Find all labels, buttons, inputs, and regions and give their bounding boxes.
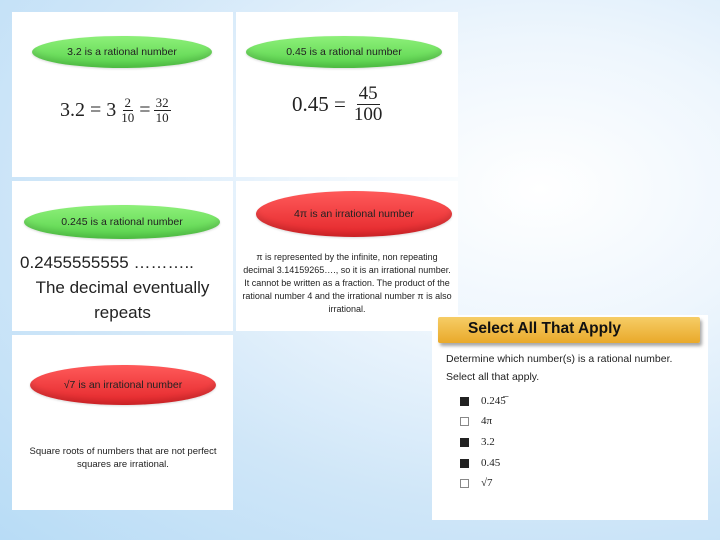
pi-explanation: π is represented by the infinite, non repeating decimal 3.14159265…., so it is an irrational number. It cannot be written as a fraction. The product of the rational number 4 and the irrational number π is also irrational. [242,252,452,314]
checkbox-4pi[interactable] [460,417,469,426]
explanation-line-1: The decimal eventually [35,278,210,297]
option-sqrt7[interactable] [460,477,493,489]
equation-0-45 [292,84,384,125]
panel-sqrt7-irrational [12,335,233,510]
numerator: 2 [124,95,132,110]
denominator: 10 [155,109,169,125]
checkbox-0-245[interactable] [460,397,469,406]
option-label: 0.245̅ [481,395,506,407]
repeating-decimal: 0.2455555555 ……….. [20,253,194,272]
pill-0-245-rational: 0.245 is a rational number [24,205,220,239]
checkbox-sqrt7[interactable] [460,479,469,488]
pill-3-2-rational: 3.2 is a rational number [32,36,212,68]
option-3-2[interactable] [460,436,495,448]
fraction-45-100 [352,84,385,125]
pill-sqrt7-irrational: √7 is an irrational number [30,365,216,405]
option-0-45[interactable] [460,457,500,469]
equals-sign: = [139,98,151,121]
panel-0-245-rational [12,181,233,331]
sqrt-explanation: Square roots of numbers that are not perfect squares are irrational. [29,446,217,470]
fraction-32-10 [154,96,171,124]
panel-3-2-rational [12,12,233,177]
option-label: 4π [481,415,493,427]
panel-0-45-rational [236,12,458,177]
numerator: 45 [358,83,378,104]
fraction-2-10 [119,96,136,124]
equation-lhs: 3.2 = 3 [60,98,117,121]
checkbox-0-45[interactable] [460,459,469,468]
panel-4pi-irrational [236,181,458,331]
quiz-header-title: Select All That Apply [468,320,622,337]
explanation-line-2: repeats [94,303,151,322]
pill-0-45-rational: 0.45 is a rational number [246,36,442,68]
equation-lhs: 0.45 = [292,91,346,116]
option-4pi[interactable] [460,415,492,427]
pill-4pi-irrational: 4π is an irrational number [256,191,452,237]
option-label: 3.2 [481,436,495,448]
quiz-panel [432,315,708,520]
option-label: √7 [481,477,493,489]
quiz-header-bar [438,317,700,343]
denominator: 10 [121,109,135,125]
quiz-instruction: Select all that apply. [446,371,540,383]
denominator: 100 [353,103,383,125]
checkbox-3-2[interactable] [460,438,469,447]
numerator: 32 [155,95,169,110]
quiz-prompt: Determine which number(s) is a rational number. [446,353,673,365]
option-label: 0.45 [481,457,501,469]
equation-3-2 [60,96,171,124]
option-0-245[interactable] [460,395,506,407]
